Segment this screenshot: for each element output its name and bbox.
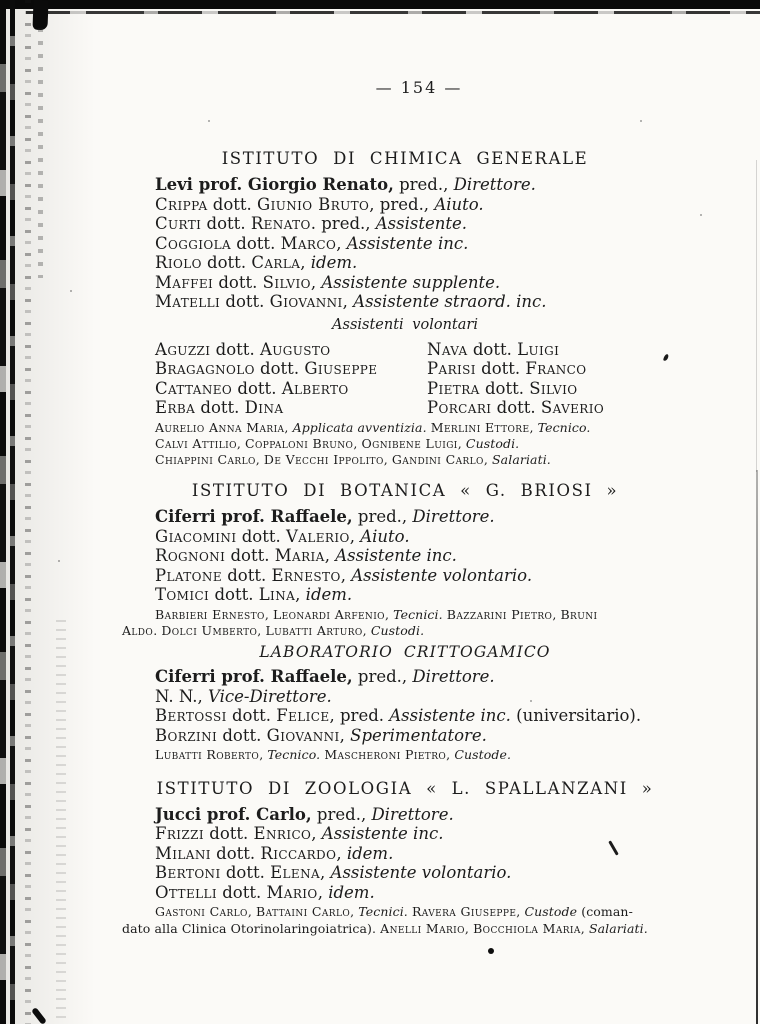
volunteer-item xyxy=(427,379,688,399)
text-segment: Lubatti Roberto xyxy=(155,747,260,763)
text-segment: Franco xyxy=(525,359,587,378)
text-segment: N. N., xyxy=(155,686,208,706)
text-segment: Ciferri prof. Raffaele, xyxy=(155,507,353,527)
text-segment: Renato xyxy=(250,214,311,233)
text-segment: Bragagnolo xyxy=(155,359,255,378)
text-segment: , xyxy=(320,863,331,883)
text-segment: , xyxy=(310,272,322,292)
text-segment: Felice xyxy=(276,706,330,726)
entry-line xyxy=(155,566,688,586)
text-segment: pred., xyxy=(352,507,413,527)
fineprint-line xyxy=(122,623,688,639)
text-segment: dott. xyxy=(467,339,518,359)
text-segment: , xyxy=(300,253,311,272)
fineprint xyxy=(122,747,688,763)
text-segment: Assistente volontario. xyxy=(351,565,533,585)
text-segment: dott. xyxy=(254,359,305,378)
text-segment: Assistente inc. xyxy=(321,824,444,844)
section-title: ISTITUTO DI CHIMICA GENERALE xyxy=(221,149,589,168)
text-segment: Jucci prof. Carlo, xyxy=(155,804,312,824)
text-segment: idem. xyxy=(346,843,394,863)
entry-line xyxy=(155,546,688,566)
text-segment: Tecnico. xyxy=(267,747,321,763)
text-segment: Maffei xyxy=(155,272,214,292)
text-segment: Direttore. xyxy=(453,175,536,194)
text-segment: Direttore. xyxy=(412,667,495,687)
text-segment: Vice-Direttore. xyxy=(208,686,332,706)
scan-edge-top-line xyxy=(26,11,760,14)
text-segment: Direttore. xyxy=(371,804,454,824)
text-segment: , xyxy=(529,419,538,435)
scan-ink-blob-tail xyxy=(38,28,43,278)
entry-line xyxy=(155,527,688,547)
text-segment: Giovanni xyxy=(266,725,340,745)
text-segment: Ognibene Luigi xyxy=(361,435,458,451)
text-segment: Assistente inc. xyxy=(389,706,511,726)
text-segment: dott. xyxy=(220,292,270,311)
text-segment: Assistente straord. inc. xyxy=(353,292,547,311)
text-segment: Lubatti Arturo xyxy=(265,623,363,639)
text-segment: Custodi. xyxy=(370,623,425,639)
fineprint-line xyxy=(155,436,688,452)
text-segment: dott. xyxy=(479,378,530,398)
text-segment: Coppaloni Bruno xyxy=(245,435,354,451)
text-segment: Carla xyxy=(251,253,301,272)
text-segment: , xyxy=(350,904,359,920)
text-segment: Nava xyxy=(427,339,468,359)
text-segment: dott. xyxy=(221,565,272,585)
text-segment: Coggiola xyxy=(155,233,232,253)
volunteers-subheading: Assistenti volontari xyxy=(332,316,478,333)
text-segment: Assistente inc. xyxy=(335,546,457,566)
text-segment: Crippa xyxy=(155,194,208,214)
text-segment: Aldo xyxy=(122,623,154,639)
text-segment: pred., xyxy=(352,667,413,687)
text-segment: , xyxy=(257,623,266,639)
text-segment: pred., xyxy=(311,804,372,824)
text-segment: , xyxy=(336,233,347,253)
text-segment: Enrico xyxy=(253,824,312,844)
sections-host xyxy=(122,149,688,937)
text-segment: Aiuto. xyxy=(434,194,484,214)
volunteer-item xyxy=(427,340,688,360)
section-title: LABORATORIO CRITTOGAMICO xyxy=(259,643,551,662)
text-segment: dott. xyxy=(195,398,245,417)
text-segment: , xyxy=(383,452,392,468)
text-segment: , xyxy=(446,747,455,763)
text-segment: Levi prof. Giorgio Renato, xyxy=(155,175,394,194)
text-segment: Leonardi Arfenio xyxy=(272,606,385,622)
text-segment: dott. xyxy=(210,339,260,359)
entry-line xyxy=(155,687,688,707)
text-segment: Cattaneo xyxy=(155,378,233,398)
text-segment: Platone xyxy=(155,565,222,585)
text-segment: Applicata avventizia. xyxy=(292,419,427,435)
text-segment: dott. xyxy=(475,359,526,378)
text-segment: , xyxy=(236,435,246,451)
text-segment: Custode xyxy=(524,904,578,920)
text-segment: dott. xyxy=(210,843,261,863)
text-segment: Luigi xyxy=(517,339,560,359)
text-segment: Saverio xyxy=(540,398,605,417)
volunteer-item xyxy=(155,359,427,379)
text-segment: Parisi xyxy=(427,359,476,378)
scan-edge-top-band xyxy=(0,0,760,9)
entry-line xyxy=(155,706,688,726)
text-segment: Assistente inc. xyxy=(346,233,469,253)
text-segment: idem. xyxy=(305,585,353,605)
text-segment: dott. xyxy=(236,526,286,546)
text-segment: . xyxy=(153,623,162,639)
text-segment: Giuseppe xyxy=(304,359,378,378)
text-segment: Riolo xyxy=(155,253,202,272)
text-segment: Marco xyxy=(280,233,337,253)
fineprint-line xyxy=(122,921,688,937)
text-segment: , xyxy=(483,452,492,468)
scan-ink-dot xyxy=(488,948,494,954)
text-segment: Direttore. xyxy=(412,507,495,527)
text-segment: Ciferri prof. Raffaele, xyxy=(155,667,353,687)
text-segment: Frizzi xyxy=(155,824,205,844)
text-segment: , xyxy=(552,606,561,622)
text-segment: dott. xyxy=(225,546,275,566)
text-segment: dott. xyxy=(213,272,263,292)
text-segment: Rognoni xyxy=(155,546,226,566)
scan-binding-speckle xyxy=(25,0,31,1024)
text-segment: Bruni xyxy=(560,606,598,622)
text-segment: Alberto xyxy=(281,378,349,398)
text-segment: Milani xyxy=(155,843,211,863)
text-segment: Bertoni xyxy=(155,863,221,883)
text-segment: idem. xyxy=(328,882,375,902)
volunteer-column-left xyxy=(155,340,427,418)
text-segment: , xyxy=(457,435,466,451)
text-segment: Ottelli xyxy=(155,882,217,902)
scan-speck xyxy=(70,290,72,292)
text-segment: Gandini Carlo xyxy=(391,452,484,468)
text-segment: Tecnici. xyxy=(358,904,408,920)
entry-line xyxy=(155,585,688,605)
text-segment: , xyxy=(340,565,352,585)
entry-line xyxy=(155,667,688,687)
text-segment: Borzini xyxy=(155,725,218,745)
entry-line xyxy=(155,234,688,254)
text-segment: , xyxy=(264,606,273,622)
fineprint xyxy=(122,420,688,469)
text-segment: dott. xyxy=(207,194,258,214)
text-segment: Battaini Carlo xyxy=(256,904,351,920)
text-segment: Barbieri Ernesto xyxy=(155,606,265,622)
volunteer-column-right xyxy=(427,340,688,418)
text-segment: dott. xyxy=(226,706,277,726)
text-segment: , xyxy=(464,920,474,936)
scan-corner-ink-blob xyxy=(32,0,48,30)
scan-speck xyxy=(58,560,60,562)
text-segment: Dolci Umberto xyxy=(161,623,258,639)
entries xyxy=(122,507,688,605)
text-segment: , xyxy=(384,606,394,622)
section-istituto-botanica xyxy=(122,481,688,639)
text-segment: Matelli xyxy=(155,292,221,311)
text-segment: Curti xyxy=(155,214,202,233)
entry-line xyxy=(155,195,688,215)
scan-binding-line xyxy=(10,0,15,1024)
text-segment: Tecnico. xyxy=(537,419,591,435)
text-segment: Custode. xyxy=(454,747,512,763)
text-segment: dott. xyxy=(209,585,259,605)
text-segment: , xyxy=(362,623,371,639)
entries xyxy=(122,805,688,903)
scan-edge-right-line xyxy=(756,470,758,1024)
scan-speck xyxy=(700,214,702,216)
text-segment: dott. xyxy=(201,214,251,233)
entries xyxy=(122,667,688,745)
entry-line xyxy=(155,863,688,883)
text-segment: , xyxy=(317,882,329,902)
text-segment: Anelli Mario xyxy=(380,920,465,936)
text-segment: dott. xyxy=(232,378,282,398)
scan-edge-right-faint xyxy=(756,160,757,472)
scan-binding-speckle-2 xyxy=(56,620,66,1024)
text-segment: , xyxy=(255,452,264,468)
text-segment: De Vecchi Ippolito xyxy=(263,452,384,468)
text-segment: , xyxy=(580,920,589,936)
entry-line xyxy=(155,883,688,903)
volunteer-item xyxy=(427,359,688,379)
text-segment: pred., xyxy=(393,175,454,194)
text-segment: Aiuto. xyxy=(360,526,410,546)
text-segment: dott. xyxy=(201,253,252,272)
text-segment: Giunio Bruto xyxy=(257,194,370,214)
fineprint-line xyxy=(155,904,688,920)
text-segment: Erba xyxy=(155,398,196,417)
text-segment: Assistente volontario. xyxy=(330,863,512,883)
entry-line xyxy=(155,253,688,273)
fineprint xyxy=(122,607,688,640)
text-segment: dott. xyxy=(231,233,281,253)
text-segment: Riccardo xyxy=(260,843,337,863)
text-segment: Giacomini xyxy=(155,526,237,546)
fineprint xyxy=(122,904,688,937)
text-segment: Giovanni xyxy=(269,292,343,311)
page-number: — 154 — xyxy=(375,78,463,97)
text-segment: Silvio xyxy=(262,272,311,292)
entry-line xyxy=(155,175,688,195)
text-segment: , xyxy=(349,526,361,546)
text-segment: Mascheroni Pietro xyxy=(324,747,447,763)
text-segment: , xyxy=(324,546,336,566)
text-segment: dato alla Clinica Otorinolaringoiatrica). xyxy=(122,920,381,936)
fineprint-line xyxy=(155,452,688,468)
text-segment: , xyxy=(336,843,347,863)
entry-line xyxy=(155,214,688,234)
entry-line xyxy=(155,805,688,825)
volunteer-item xyxy=(155,398,427,418)
text-segment: Ravera Giuseppe xyxy=(411,904,517,920)
text-segment: Valerio xyxy=(285,526,350,546)
text-segment: Porcari xyxy=(427,398,492,417)
text-segment: Dina xyxy=(244,398,284,417)
text-segment: , xyxy=(342,292,354,311)
section-title: ISTITUTO DI BOTANICA « G. BRIOSI » xyxy=(191,481,619,501)
text-segment: , xyxy=(284,419,293,435)
text-segment: Lina xyxy=(258,585,296,605)
text-segment: Assistente. xyxy=(375,214,468,233)
text-segment: , xyxy=(339,725,351,745)
text-segment: idem. xyxy=(310,253,358,272)
text-segment: (coman- xyxy=(577,904,633,920)
fineprint-line xyxy=(155,420,688,436)
text-segment: . pred., xyxy=(310,214,376,233)
section-title: ISTITUTO DI ZOOLOGIA « L. SPALLANZANI » xyxy=(156,778,654,798)
text-segment: dott. xyxy=(220,863,271,883)
text-segment: Silvio xyxy=(529,378,578,398)
fineprint-line xyxy=(155,607,688,623)
text-segment: Pietra xyxy=(427,378,480,398)
entry-line xyxy=(155,824,688,844)
text-segment: , xyxy=(259,747,268,763)
text-segment: (universitario). xyxy=(510,706,642,726)
text-segment: dott. xyxy=(204,824,254,844)
text-segment: Bertossi xyxy=(155,706,227,726)
text-segment: Gastoni Carlo xyxy=(155,904,248,920)
entry-line xyxy=(155,273,688,293)
text-segment: Tomici xyxy=(155,585,210,605)
volunteer-columns xyxy=(155,340,688,418)
text-segment: Assistente supplente. xyxy=(321,272,501,292)
text-segment: Custodi. xyxy=(465,435,520,451)
text-segment: , xyxy=(247,904,256,920)
volunteer-item xyxy=(427,398,688,418)
text-segment: dott. xyxy=(217,725,267,745)
text-segment: Sperimentatore. xyxy=(350,725,487,745)
text-segment: Ernesto xyxy=(271,565,341,585)
volunteer-item xyxy=(155,379,427,399)
fineprint-line xyxy=(155,747,688,763)
text-segment: , xyxy=(295,585,306,605)
text-segment: Maria xyxy=(274,546,325,566)
text-segment: Mario xyxy=(266,882,318,902)
text-segment: Bazzarini Pietro xyxy=(446,606,553,622)
text-segment: Merlini Ettore xyxy=(430,419,530,435)
text-segment: Calvi Attilio xyxy=(155,435,237,451)
section-istituto-chimica-generale xyxy=(122,149,688,468)
section-istituto-zoologia xyxy=(122,779,688,937)
text-segment: , xyxy=(353,435,362,451)
text-segment: Tecnici. xyxy=(393,606,443,622)
text-segment: , pred., xyxy=(369,194,435,214)
text-segment: Aguzzi xyxy=(155,339,211,359)
section-laboratorio-crittogamico xyxy=(122,643,688,763)
text-segment: dott. xyxy=(491,398,541,417)
volunteer-item xyxy=(155,340,427,360)
text-segment: dott. xyxy=(217,882,267,902)
text-segment: Elena xyxy=(270,863,321,883)
entry-line xyxy=(155,844,688,864)
text-segment: Salariati. xyxy=(492,452,551,468)
scan-edge-left xyxy=(0,0,6,1024)
text-segment: Salariati. xyxy=(588,920,648,936)
text-segment: , xyxy=(516,904,525,920)
text-segment: Aurelio Anna Maria xyxy=(155,419,285,435)
text-segment: , xyxy=(311,824,322,844)
text-segment: Bocchiola Maria xyxy=(473,920,581,936)
entries xyxy=(122,175,688,312)
page-content xyxy=(122,78,688,937)
entry-line xyxy=(155,726,688,746)
text-segment: , pred. xyxy=(329,706,390,726)
text-segment: Chiappini Carlo xyxy=(155,452,256,468)
text-segment: Augusto xyxy=(259,339,331,359)
entry-line xyxy=(155,292,688,312)
entry-line xyxy=(155,507,688,527)
